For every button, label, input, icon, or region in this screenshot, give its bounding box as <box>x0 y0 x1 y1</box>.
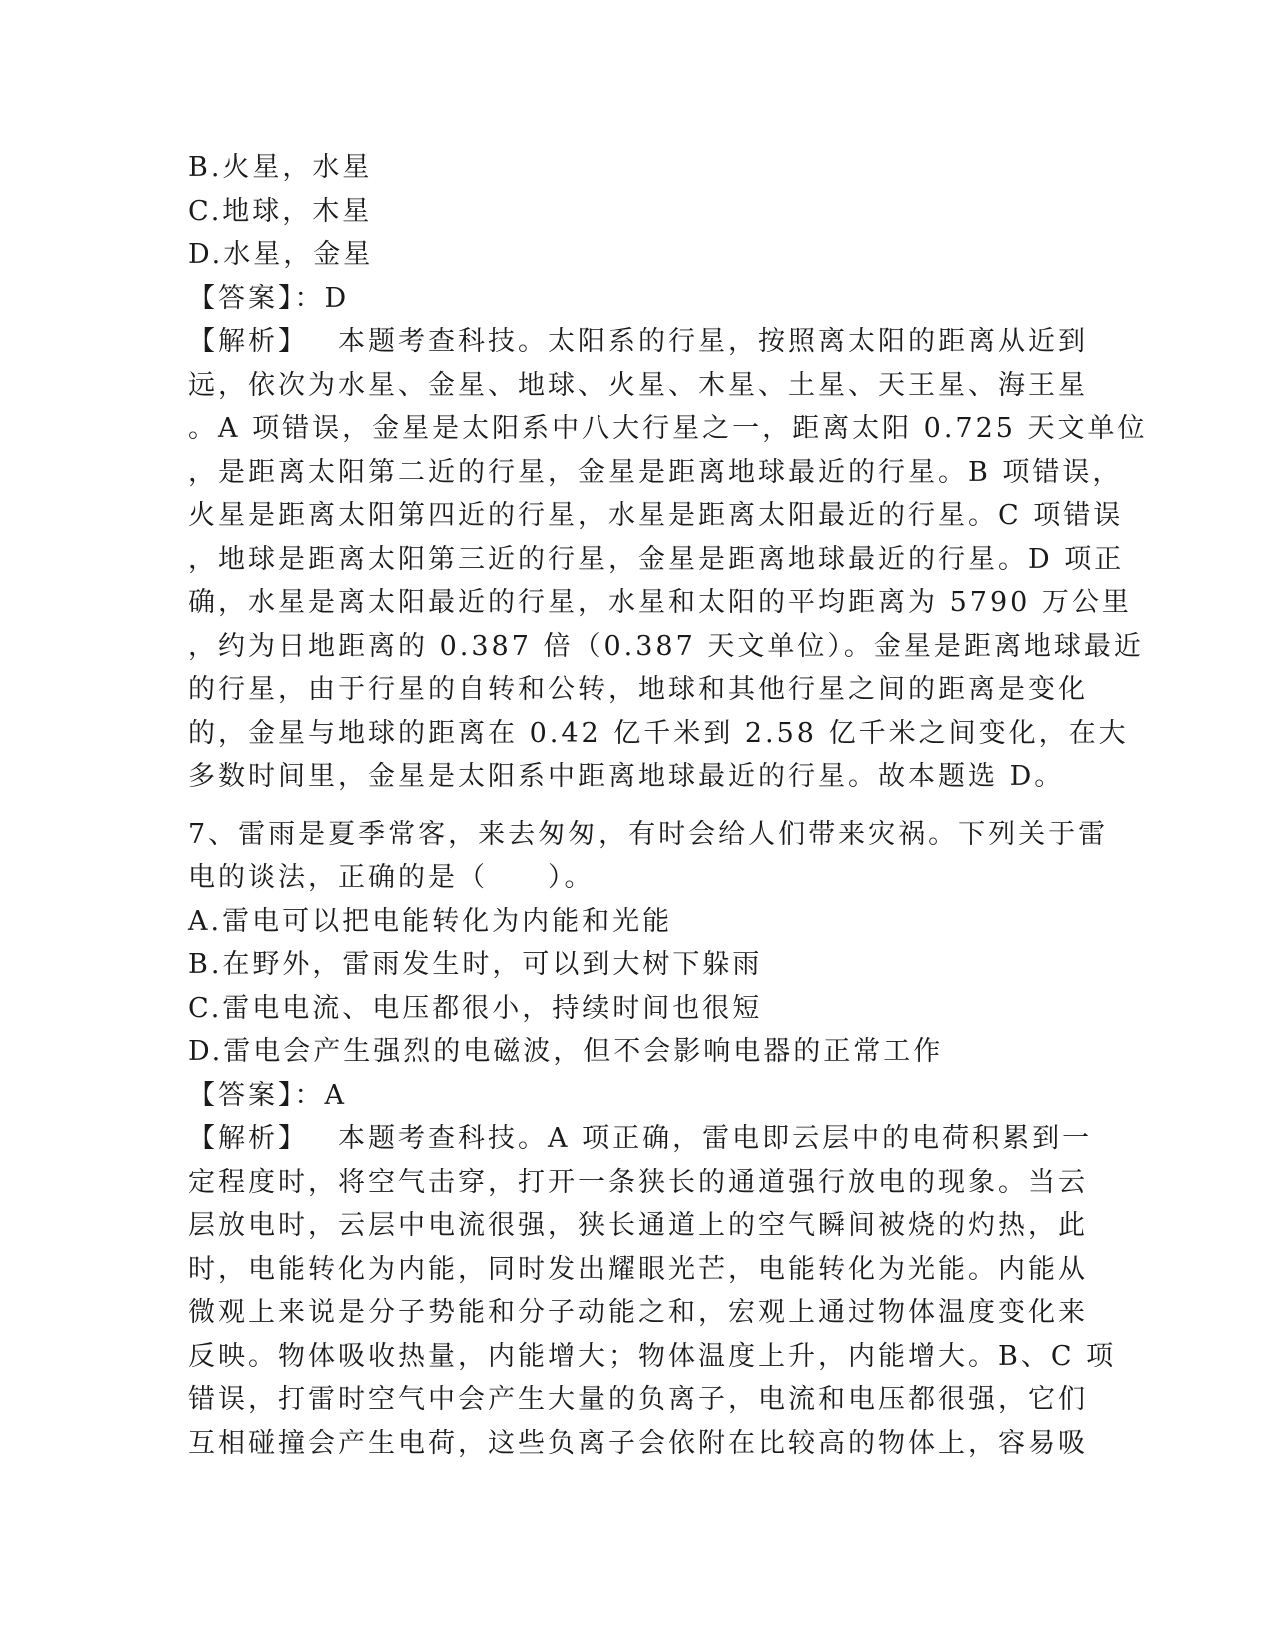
spacer <box>188 799 1088 813</box>
analysis-line: 确，水星是离太阳最近的行星，水星和太阳的平均距离为 5790 万公里 <box>188 587 1132 618</box>
option-b: B.火星，水星 <box>188 152 373 183</box>
analysis-label: 【解析】 <box>188 1123 308 1154</box>
question-7-answer: 【答案】：A <box>188 1079 347 1111</box>
question-6-answer: 【答案】：D <box>188 282 350 314</box>
option-d: D.雷电会产生强烈的电磁波，但不会影响电器的正常工作 <box>188 1036 944 1067</box>
analysis-first-row <box>188 320 1088 364</box>
analysis-line: 错误，打雷时空气中会产生大量的负离子，电流和电压都很强，它们 <box>188 1384 1088 1415</box>
analysis-line: ，是距离太阳第二近的行星，金星是距离地球最近的行星。B 项错误， <box>188 456 1123 488</box>
analysis-line: 多数时间里，金星是太阳系中距离地球最近的行星。故本题选 D。 <box>188 761 1065 792</box>
analysis-line: 层放电时，云层中电流很强，狭长通道上的空气瞬间被烧的灼热，此 <box>188 1210 1088 1241</box>
option-c: C.雷电电流、电压都很小，持续时间也很短 <box>188 992 763 1024</box>
analysis-line: 火星是距离太阳第四近的行星，水星是距离太阳最近的行星。C 项错误 <box>188 500 1124 531</box>
analysis-line: 定程度时，将空气击穿，打开一条狭长的通道强行放电的现象。当云 <box>188 1166 1088 1198</box>
question-6-analysis <box>188 320 1148 799</box>
analysis-line: 的，金星与地球的距离在 0.42 亿千米到 2.58 亿千米之间变化，在大 <box>188 717 1129 749</box>
analysis-line: ，地球是距离太阳第三近的行星，金星是距离地球最近的行星。D 项正 <box>188 543 1125 575</box>
analysis-line: 反映。物体吸收热量，内能增大；物体温度上升，内能增大。B、C 项 <box>188 1340 1117 1372</box>
stem-line: 7、雷雨是夏季常客，来去匆匆，有时会给人们带来灾祸。下列关于雷 <box>188 818 1109 850</box>
analysis-label: 【解析】 <box>188 326 308 357</box>
question-7-options <box>188 900 1088 1074</box>
option-b: B.在野外，雷雨发生时，可以到大树下躲雨 <box>188 949 763 980</box>
option-d: D.水星，金星 <box>188 239 374 270</box>
analysis-line: 时，电能转化为内能，同时发出耀眼光芒，电能转化为光能。内能从 <box>188 1253 1088 1285</box>
analysis-first-row <box>188 1117 1093 1161</box>
analysis-line: 本题考查科技。A 项正确，雷电即云层中的电荷积累到一 <box>338 1123 1093 1154</box>
analysis-line: 的行星，由于行星的自转和公转，地球和其他行星之间的距离是变化 <box>188 674 1088 705</box>
stem-line: 电的谈法，正确的是（ ）。 <box>188 862 595 893</box>
analysis-line: ，约为日地距离的 0.387 倍（0.387 天文单位）。金星是距离地球最近 <box>188 630 1144 662</box>
analysis-line: 微观上来说是分子势能和分子动能之和，宏观上通过物体温度变化来 <box>188 1297 1088 1328</box>
question-7-analysis <box>188 1117 1117 1465</box>
option-a: A.雷电可以把电能转化为内能和光能 <box>188 905 673 937</box>
option-c: C.地球，木星 <box>188 195 373 227</box>
document-page <box>188 146 1148 1465</box>
question-6-options <box>188 146 1088 277</box>
analysis-line: 互相碰撞会产生电荷，这些负离子会依附在比较高的物体上，容易吸 <box>188 1427 1088 1459</box>
analysis-line: 远，依次为水星、金星、地球、火星、木星、土星、天王星、海王星 <box>188 369 1088 401</box>
analysis-line: 。A 项错误，金星是太阳系中八大行星之一，距离太阳 0.725 天文单位 <box>188 413 1148 444</box>
analysis-line: 本题考查科技。太阳系的行星，按照离太阳的距离从近到 <box>338 326 1088 357</box>
question-7-stem <box>188 813 1109 900</box>
